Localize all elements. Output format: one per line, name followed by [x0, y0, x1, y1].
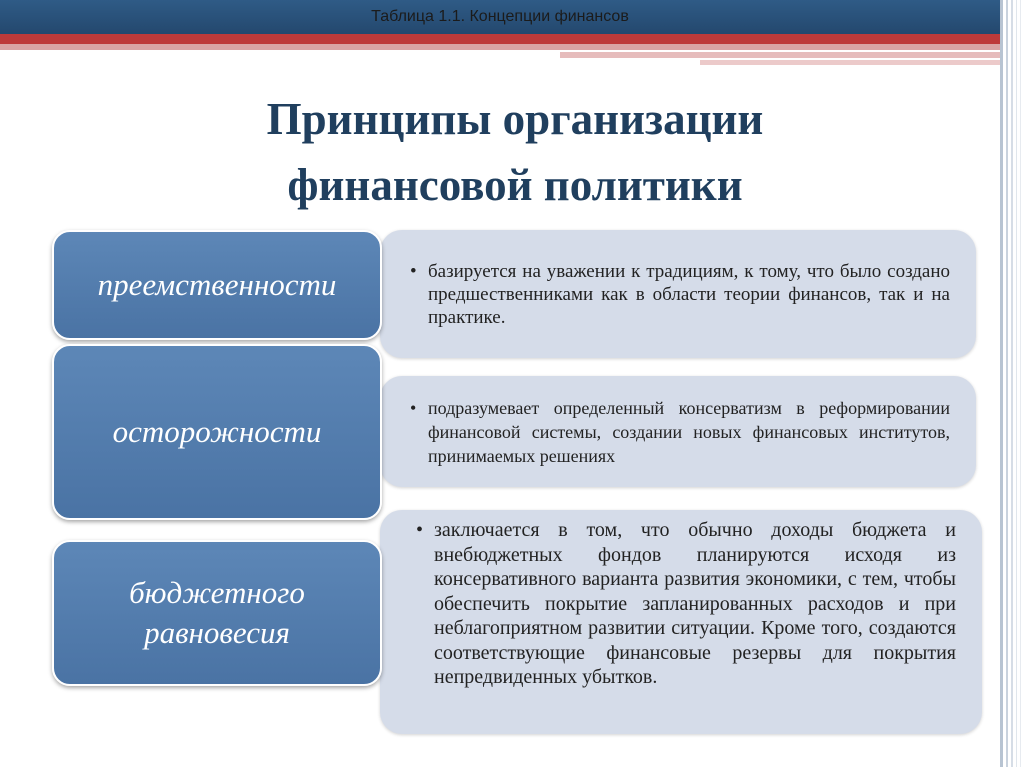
- principle-caution-label: осторожности: [112, 414, 322, 449]
- description-continuity: [380, 230, 976, 358]
- description-continuity-text: • базируется на уважении к традициям, к тому, что было создано предшественниками как в области теории финансов, так и на практике.: [410, 260, 950, 328]
- principle-caution: [52, 344, 382, 520]
- description-budget-balance-text: • заключается в том, что обычно доходы бюджета и внебюджетных фондов планируются исходя из консервативного варианта развития экономики, с тем, чтобы обеспечить покрытие запланированных расходов и при неблагоприятном развитии ситуации. Кроме того, создаются соответствующие финансовые резервы для покрытия непредвиденных убытков.: [416, 519, 956, 688]
- principle-continuity: [52, 230, 382, 340]
- principle-budget-balance-label: бюджетного равновесия: [129, 575, 305, 650]
- header-stripe-light: [560, 52, 1000, 58]
- principle-continuity-label: преемственности: [97, 267, 337, 302]
- description-budget-balance: [380, 510, 982, 734]
- header-stripe-lightest: [700, 60, 1000, 65]
- bullet-icon: •: [416, 519, 424, 541]
- bullet-icon: •: [410, 397, 417, 418]
- slide-title-line-2: финансовой политики: [287, 160, 743, 210]
- description-caution: [380, 376, 976, 487]
- bullet-icon: •: [410, 260, 417, 282]
- description-caution-text: • подразумевает определенный консерватизм в реформировании финансовой системы, создании новых финансовых институтов, принимаемых решениях: [410, 397, 950, 466]
- header-stripe-pink: [0, 44, 1000, 50]
- header-stripe-red: [0, 34, 1000, 44]
- principle-budget-balance: [52, 540, 382, 686]
- slide-title: [120, 86, 910, 218]
- page-caption: Таблица 1.1. Концепции финансов: [371, 8, 629, 25]
- slide-title-line-1: Принципы организации: [266, 94, 764, 144]
